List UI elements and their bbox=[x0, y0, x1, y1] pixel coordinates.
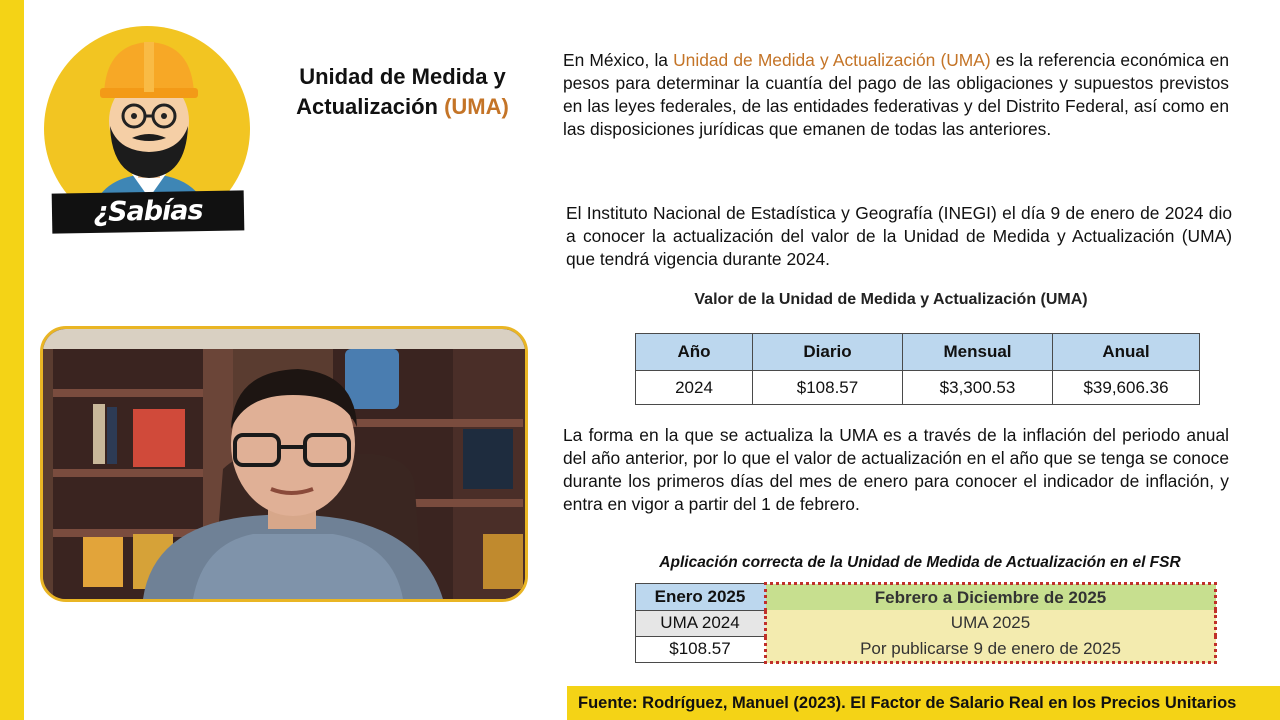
webcam-video-panel bbox=[40, 326, 528, 602]
page-title bbox=[270, 62, 535, 122]
uma-header-year: Año bbox=[636, 334, 753, 371]
uma-table-title: Valor de la Unidad de Medida y Actualización (UMA) bbox=[694, 291, 1088, 308]
table-row bbox=[636, 371, 1200, 405]
uma-cell-daily: $108.57 bbox=[753, 371, 903, 405]
source-footer: Fuente: Rodríguez, Manuel (2023). El Factor de Salario Real en los Precios Unitarios bbox=[567, 686, 1280, 720]
definition-body: es la referencia económica en pesos para determinar la cuantía del pago de las obligaciones y supuestos previstos en las leyes federales, de las entidades federativas y del Distrito Federal, así como en las disposiciones jurídicas que emanen de todas las anteriores. bbox=[563, 50, 1229, 139]
uma-value-table bbox=[635, 333, 1200, 405]
uma-cell-year: 2024 bbox=[636, 371, 753, 405]
definition-highlight: Unidad de Medida y Actualización (UMA) bbox=[673, 50, 991, 70]
table-row bbox=[636, 610, 1216, 636]
uma-header-monthly: Mensual bbox=[903, 334, 1053, 371]
table-row bbox=[636, 636, 1216, 663]
fsr-cell-uma-2024: UMA 2024 bbox=[636, 610, 766, 636]
fsr-table-title: Aplicación correcta de la Unidad de Medida de Actualización en el FSR bbox=[659, 554, 1181, 571]
presenter-video-icon bbox=[43, 329, 525, 599]
update-paragraph: La forma en la que se actualiza la UMA es a través de la inflación del periodo anual del año anterior, por lo que el valor de actualización en el año que se tenga se conoce durante los primeros días del mes de enero para conocer el indicador de inflación, y entra en vigor a partir del 1 de febrero. bbox=[563, 425, 1229, 514]
definition-paragraph bbox=[563, 49, 1229, 141]
title-uma-acronym: (UMA) bbox=[444, 94, 509, 119]
uma-cell-monthly: $3,300.53 bbox=[903, 371, 1053, 405]
fsr-cell-pending: Por publicarse 9 de enero de 2025 bbox=[766, 636, 1216, 663]
uma-header-daily: Diario bbox=[753, 334, 903, 371]
title-line-1: Unidad de Medida y bbox=[299, 64, 506, 89]
fsr-cell-value-2024: $108.57 bbox=[636, 636, 766, 663]
fsr-header-row bbox=[636, 584, 1216, 611]
uma-table-header-row bbox=[636, 334, 1200, 371]
inegi-paragraph: El Instituto Nacional de Estadística y Geografía (INEGI) el día 9 de enero de 2024 dio a conocer la actualización del valor de la Unidad de Medida y Actualización (UMA) que tendrá vigencia durante 2024. bbox=[566, 203, 1232, 269]
sabias-que-badge: ¿Sabías qué..? bbox=[52, 190, 245, 233]
title-line-2 bbox=[270, 92, 535, 122]
uma-header-annual: Anual bbox=[1053, 334, 1200, 371]
fsr-header-feb-dec: Febrero a Diciembre de 2025 bbox=[766, 584, 1216, 611]
left-accent-bar bbox=[0, 0, 24, 720]
fsr-application-table bbox=[635, 582, 1217, 664]
fsr-cell-uma-2025: UMA 2025 bbox=[766, 610, 1216, 636]
fsr-header-january: Enero 2025 bbox=[636, 584, 766, 611]
definition-intro: En México, la bbox=[563, 50, 674, 70]
title-line-2-text: Actualización bbox=[296, 94, 445, 119]
uma-cell-annual: $39,606.36 bbox=[1053, 371, 1200, 405]
mascot-illustration bbox=[44, 26, 254, 268]
